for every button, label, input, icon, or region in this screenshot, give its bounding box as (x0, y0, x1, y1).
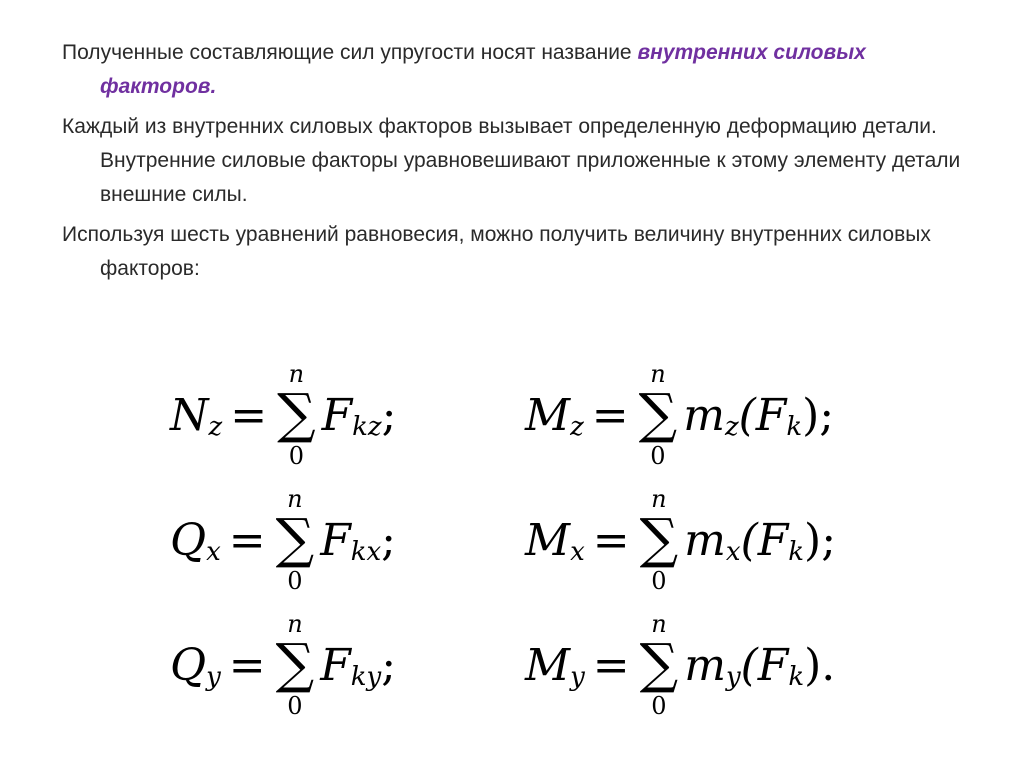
formula-arg-sub: k (788, 537, 805, 567)
formula-arg-sub: k (788, 662, 805, 692)
formula-lhs: M (525, 389, 571, 441)
equals-sign: = (592, 639, 630, 691)
formula-my (525, 610, 835, 720)
equals-sign: = (230, 389, 268, 441)
sigma-symbol: ∑ (277, 382, 316, 446)
sum-upper-limit: n (651, 485, 667, 514)
formula-term-sub: x (725, 537, 741, 567)
formula-lhs: N (170, 389, 209, 441)
sigma-symbol: ∑ (275, 507, 315, 571)
formula-term-sub: y (725, 662, 741, 692)
sigma-symbol: ∑ (639, 507, 679, 571)
sum-lower-limit: 0 (651, 691, 667, 720)
formula-term-sub: z (724, 412, 739, 442)
sum-upper-limit: n (651, 610, 667, 639)
formula-close: ) (804, 514, 822, 566)
formula-close: ) (804, 639, 822, 691)
sum-operator (639, 610, 679, 720)
sum-upper-limit: n (287, 610, 303, 639)
formula-term: F (320, 514, 351, 566)
formula-lhs-sub: x (206, 537, 221, 567)
sigma-symbol: ∑ (638, 382, 678, 446)
sum-lower-limit: 0 (651, 566, 667, 595)
formula-term: m (683, 389, 725, 441)
formula-lhs: M (525, 514, 571, 566)
formula-lhs: Q (170, 639, 207, 691)
formula-qx (170, 485, 396, 595)
sigma-symbol: ∑ (639, 632, 679, 696)
formula-arg: (F (740, 514, 789, 566)
formula-row (170, 360, 930, 470)
paragraph-intro-text: Полученные составляющие сил упругости носят название (62, 41, 638, 64)
formula-end: ; (819, 389, 835, 441)
sum-operator (275, 610, 315, 720)
formula-term-sub: kz (352, 412, 382, 442)
formula-arg: (F (740, 639, 789, 691)
formula-lhs-sub: y (570, 662, 585, 692)
sum-operator (638, 360, 678, 470)
formula-term: F (320, 639, 351, 691)
sum-upper-limit: n (650, 360, 666, 389)
formula-arg: (F (738, 389, 787, 441)
formula-term: m (684, 639, 726, 691)
paragraph-deformation-text: Каждый из внутренних силовых факторов вызывает определенную деформацию детали. Внутренние силовые факторы уравновешивают приложенные к этому элементу детали внешние силы. (62, 115, 961, 206)
sum-lower-limit: 0 (288, 441, 304, 470)
paragraph-deformation (62, 110, 962, 212)
formula-lhs-sub: z (208, 412, 223, 442)
formula-term-sub: ky (350, 662, 382, 692)
formula-close: ) (802, 389, 820, 441)
formula-nz (170, 360, 396, 470)
equals-sign: = (592, 514, 630, 566)
formula-end: ; (381, 389, 397, 441)
formula-end: ; (381, 639, 397, 691)
formula-lhs: Q (170, 514, 207, 566)
equals-sign: = (591, 389, 629, 441)
paragraph-equations (62, 218, 962, 286)
formula-term-sub: kx (350, 537, 382, 567)
formula-row (170, 610, 930, 720)
formula-block (170, 360, 930, 730)
formula-end: ; (381, 514, 396, 566)
sigma-symbol: ∑ (275, 632, 315, 696)
sum-lower-limit: 0 (287, 566, 303, 595)
formula-qy (170, 610, 396, 720)
sum-upper-limit: n (287, 485, 303, 514)
formula-lhs: M (525, 639, 571, 691)
formula-end: . (821, 639, 836, 691)
sum-lower-limit: 0 (650, 441, 666, 470)
formula-mz (525, 360, 834, 470)
formula-arg-sub: k (786, 412, 803, 442)
paragraph-intro-emphasis: внутренних силовых факторов. (100, 41, 866, 98)
sum-lower-limit: 0 (287, 691, 303, 720)
text-block (62, 36, 962, 292)
formula-term: F (321, 389, 353, 441)
equals-sign: = (228, 514, 266, 566)
paragraph-equations-text: Используя шесть уравнений равновесия, можно получить величину внутренних силовых факторов: (62, 223, 931, 280)
formula-mx (525, 485, 836, 595)
sum-operator (639, 485, 679, 595)
formula-lhs-sub: y (206, 662, 221, 692)
formula-lhs-sub: x (570, 537, 585, 567)
sum-operator (275, 485, 315, 595)
formula-row (170, 485, 930, 595)
formula-lhs-sub: z (570, 412, 584, 442)
equals-sign: = (228, 639, 266, 691)
formula-end: ; (821, 514, 837, 566)
sum-upper-limit: n (288, 360, 305, 389)
formula-term: m (684, 514, 726, 566)
paragraph-intro (62, 36, 962, 104)
sum-operator (277, 360, 316, 470)
